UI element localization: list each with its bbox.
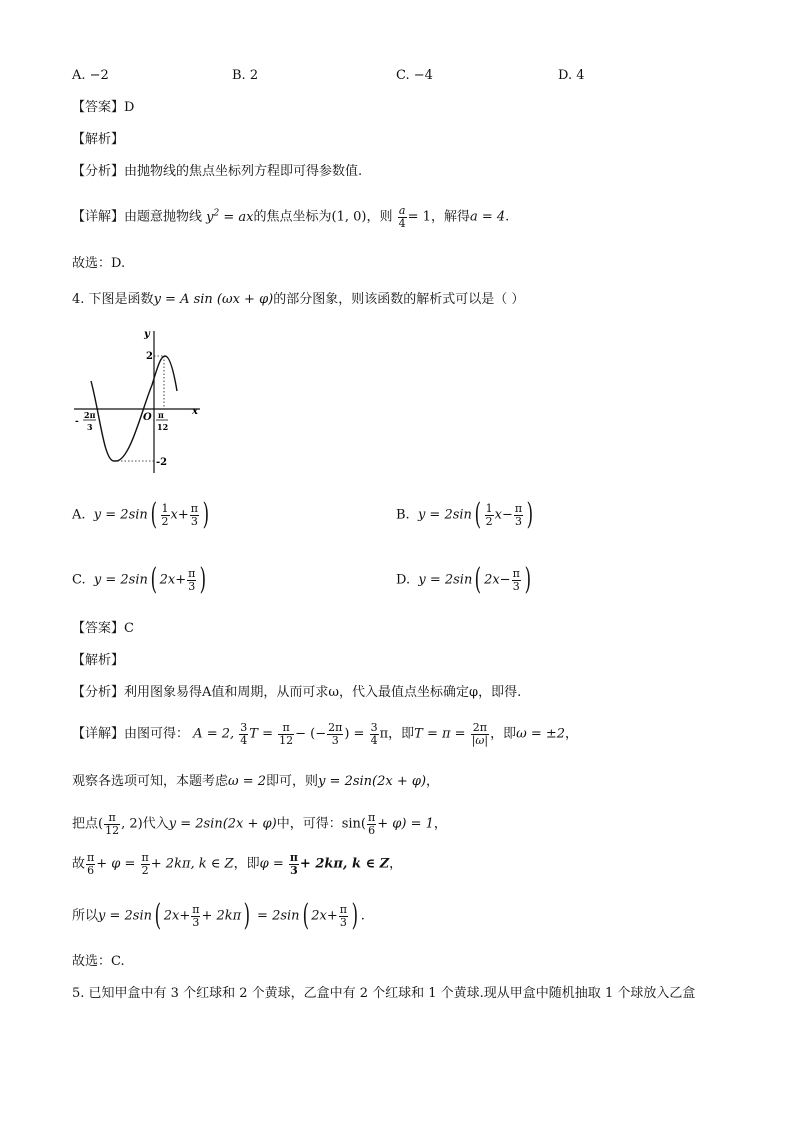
sub-end: ，	[433, 816, 447, 832]
q5-stem: 5. 已知甲盒中有 3 个红球和 2 个黄球，乙盒中有 2 个红球和 1 个黄球.现从甲盒中随机抽取 1 个球放入乙盒	[72, 986, 696, 1001]
gu-pre: 故	[72, 856, 86, 872]
sub-mid: 代入	[142, 816, 169, 832]
q4-xiangjie-line	[72, 722, 578, 746]
q4-answer: C	[124, 621, 134, 636]
sine-graph	[72, 325, 212, 475]
opt-b-prefix: y = 2sin	[417, 507, 472, 523]
suoyi-2x: 2x	[163, 908, 180, 924]
line-end: ，	[565, 726, 579, 742]
opt-d-2x: 2x	[484, 572, 500, 588]
period-T: T =	[249, 726, 273, 742]
suoyi-eq: = 2sin	[257, 908, 300, 924]
q3-answer-line	[72, 101, 134, 114]
q4-xiangjie-pre: 由图可得：	[124, 726, 190, 742]
q4-answer-line	[72, 622, 134, 635]
min-label: -2	[156, 457, 168, 468]
q4-gu-line	[72, 852, 402, 876]
q4-observe-line	[72, 775, 439, 788]
close-eq: ) =	[344, 726, 365, 742]
q4-stem	[72, 293, 524, 306]
gu-ji: ，即	[233, 856, 260, 872]
opt-b-half: $\frac{1}{2}$	[485, 501, 493, 528]
fenxi-tag: 【分析】	[72, 164, 125, 179]
amp-eq: A = 2,	[193, 726, 235, 742]
q3-analysis-tag: 【解析】	[72, 132, 125, 147]
opt-b-label: B.	[396, 507, 410, 523]
q4-analysis-tag: 【解析】	[72, 653, 125, 668]
q4-fenxi-line	[72, 686, 521, 699]
opt-c-plus: +	[175, 572, 187, 588]
pi-end: π	[379, 726, 389, 742]
xiangjie-tag: 【详解】	[72, 209, 125, 225]
x-axis-label: x	[192, 406, 198, 417]
q3-solve: ，解得	[430, 209, 470, 225]
q3-answer: D	[124, 100, 135, 115]
observe-func: y = 2sin(2x + φ)	[318, 774, 427, 789]
opt-a-pi3: $\frac{\pi}{3}$	[190, 501, 198, 528]
opt-d-label: D.	[396, 572, 411, 588]
frac-pi-6b: $\frac{\pi}{6}$	[87, 851, 95, 877]
q4-fenxi-text: 利用图象易得A值和周期，从而可求ω，代入最值点坐标确定φ，即得.	[124, 685, 522, 700]
q3-result: a = 4	[469, 209, 506, 225]
suoyi-end: .	[360, 908, 365, 924]
opt-a-x: x	[170, 507, 178, 523]
a-over-4: $\frac{a}{4}$	[398, 204, 406, 230]
omega-pre: ，即	[490, 726, 517, 742]
origin-label: O	[143, 412, 152, 423]
suoyi-y: y = 2sin	[98, 908, 152, 924]
parabola-eq: $y^2$ = ax	[206, 208, 254, 225]
frac-3-4: $\frac{3}{4}$	[240, 721, 248, 747]
opt-d-pi3: $\frac{\pi}{3}$	[512, 566, 520, 593]
frac-pi-12b: $\frac{\pi}{12}$	[105, 811, 120, 837]
line-ji: ，即	[388, 726, 415, 742]
opt-a-half: $\frac{1}{2}$	[161, 501, 169, 528]
frac-2pi-omega: $\frac{2\pi}{|\omega|}$	[471, 721, 489, 747]
q4-option-b: B. y = 2sin( $\frac{1}{2}$ x− $\frac{\pi}{3}$ )	[396, 497, 534, 532]
opt-c-2x: 2x	[159, 572, 176, 588]
sub-mid2: 中，可得：	[276, 816, 342, 832]
observe-end: ，	[426, 774, 440, 789]
right-den: 12	[157, 422, 169, 432]
suoyi-2x-b: 2x	[311, 908, 327, 924]
answer-tag: 【答案】	[72, 621, 125, 636]
sub-point-end: , 2)	[121, 816, 143, 832]
gu-2kpi: + 2kπ, k ∈ Z	[150, 856, 234, 872]
q3-xiangjie-line: 【详解】由题意抛物线 $y^2$ = ax的焦点坐标为(1, 0)，则 $\frac{a}{4}$ = 1，解得a = 4.	[72, 204, 510, 230]
opt-b-minus: −	[502, 507, 513, 523]
sub-pre: 把点	[72, 816, 99, 832]
opt-c-label: C.	[72, 572, 86, 588]
opt-d-minus: −	[499, 572, 511, 588]
frac-2pi-3: $\frac{2\pi}{3}$	[328, 721, 343, 747]
answer-tag: 【答案】	[72, 100, 125, 115]
q4-stem-post: 的部分图象，则该函数的解析式可以是（ ）	[273, 292, 525, 307]
q4-option-a: A. y = 2sin( $\frac{1}{2}$ x+ $\frac{\pi}{3}$ )	[72, 497, 210, 532]
focus-point: (1, 0)	[331, 209, 367, 225]
frac-pi-3c: $\frac{\pi}{3}$	[192, 902, 200, 929]
suoyi-pre: 所以	[72, 908, 99, 924]
q3-eq1: = 1	[407, 209, 431, 225]
opt-a-label: A.	[72, 507, 86, 523]
left-minus: -	[75, 417, 79, 427]
q3-fenxi-line	[72, 165, 362, 178]
frac-pi-12: $\frac{\pi}{12}$	[279, 721, 294, 747]
q3-xiangjie-mid: 的焦点坐标为	[253, 209, 332, 225]
omega-val: ω = ±2	[516, 726, 566, 742]
observe-text: 观察各选项可知，本题考虑	[72, 774, 229, 789]
q3-fenxi-text: 由抛物线的焦点坐标列方程即可得参数值.	[124, 164, 363, 179]
frac-pi-3d: $\frac{\pi}{3}$	[339, 902, 348, 929]
gu-phi: φ =	[259, 856, 284, 872]
suoyi-plus-b: +	[326, 908, 338, 924]
observe-omega: ω = 2	[228, 774, 267, 789]
fenxi-tag: 【分析】	[72, 685, 125, 700]
observe-mid: 即可，则	[266, 774, 319, 789]
q3-xiangjie-pre: 由题意抛物线	[124, 209, 203, 225]
opt-b-pi3: $\frac{\pi}{3}$	[514, 501, 523, 528]
right-num: π	[158, 410, 164, 420]
q3-xiangjie-then: ，则	[366, 209, 393, 225]
minus-paren: − (−	[295, 726, 327, 742]
sub-func: y = 2sin(2x + φ)	[168, 816, 277, 832]
opt-c-prefix: y = 2sin	[93, 572, 148, 588]
y-axis-label: y	[144, 329, 150, 340]
opt-b-x: x	[494, 507, 502, 523]
q4-option-c: C. y = 2sin( 2x+ $\frac{\pi}{3}$ )	[72, 562, 207, 597]
left-den: 3	[87, 422, 93, 432]
frac-pi-6: $\frac{\pi}{6}$	[368, 811, 376, 837]
xiangjie-tag: 【详解】	[72, 726, 125, 742]
gu-2kpi-b: + 2kπ, k ∈ Z	[299, 856, 390, 872]
frac-3-4b: $\frac{3}{4}$	[370, 721, 378, 747]
opt-a-prefix: y = 2sin	[93, 507, 148, 523]
left-num: 2π	[84, 410, 96, 420]
period-eq: T = π =	[414, 726, 466, 742]
opt-a-plus: +	[177, 507, 189, 523]
frac-pi-2: $\frac{\pi}{2}$	[141, 851, 149, 877]
q4-stem-func: y = A sin (ωx + φ)	[153, 292, 274, 307]
gu-plus-phi: + φ =	[96, 856, 136, 872]
q3-option-b: B. 2	[232, 68, 259, 83]
sub-phi: + φ) = 1	[377, 816, 434, 832]
q4-number: 4.	[72, 292, 85, 307]
q4-stem-pre: 下图是函数	[88, 292, 154, 307]
frac-pi-3-bold: $\frac{\pi}{3}$	[289, 851, 298, 877]
opt-d-prefix: y = 2sin	[418, 572, 473, 588]
q4-suoyi-line: 所以y = 2sin( 2x+ $\frac{\pi}{3}$ + 2kπ) = 2sin( 2x+ $\frac{\pi}{3}$ ) .	[72, 898, 365, 933]
suoyi-plus: +	[179, 908, 191, 924]
q3-conclusion: 故选：D.	[72, 256, 126, 271]
opt-c-pi3: $\frac{\pi}{3}$	[188, 566, 196, 593]
q4-sub-line: 把点( $\frac{\pi}{12}$ , 2)代入y = 2sin(2x + φ)中，可得：sin( $\frac{\pi}{6}$ + φ) = 1，	[72, 811, 447, 837]
q3-option-c: C. −4	[396, 68, 433, 83]
gu-end: ，	[389, 856, 403, 872]
sub-sin: sin(	[341, 816, 366, 832]
q3-option-d: D. 4	[558, 68, 585, 83]
suoyi-2kpi: + 2kπ	[201, 908, 242, 924]
q4-conclusion: 故选：C.	[72, 954, 125, 969]
max-label: 2	[146, 351, 153, 362]
q3-option-a: A. −2	[72, 68, 109, 83]
q4-option-d: D. y = 2sin( 2x− $\frac{\pi}{3}$ )	[396, 562, 531, 597]
